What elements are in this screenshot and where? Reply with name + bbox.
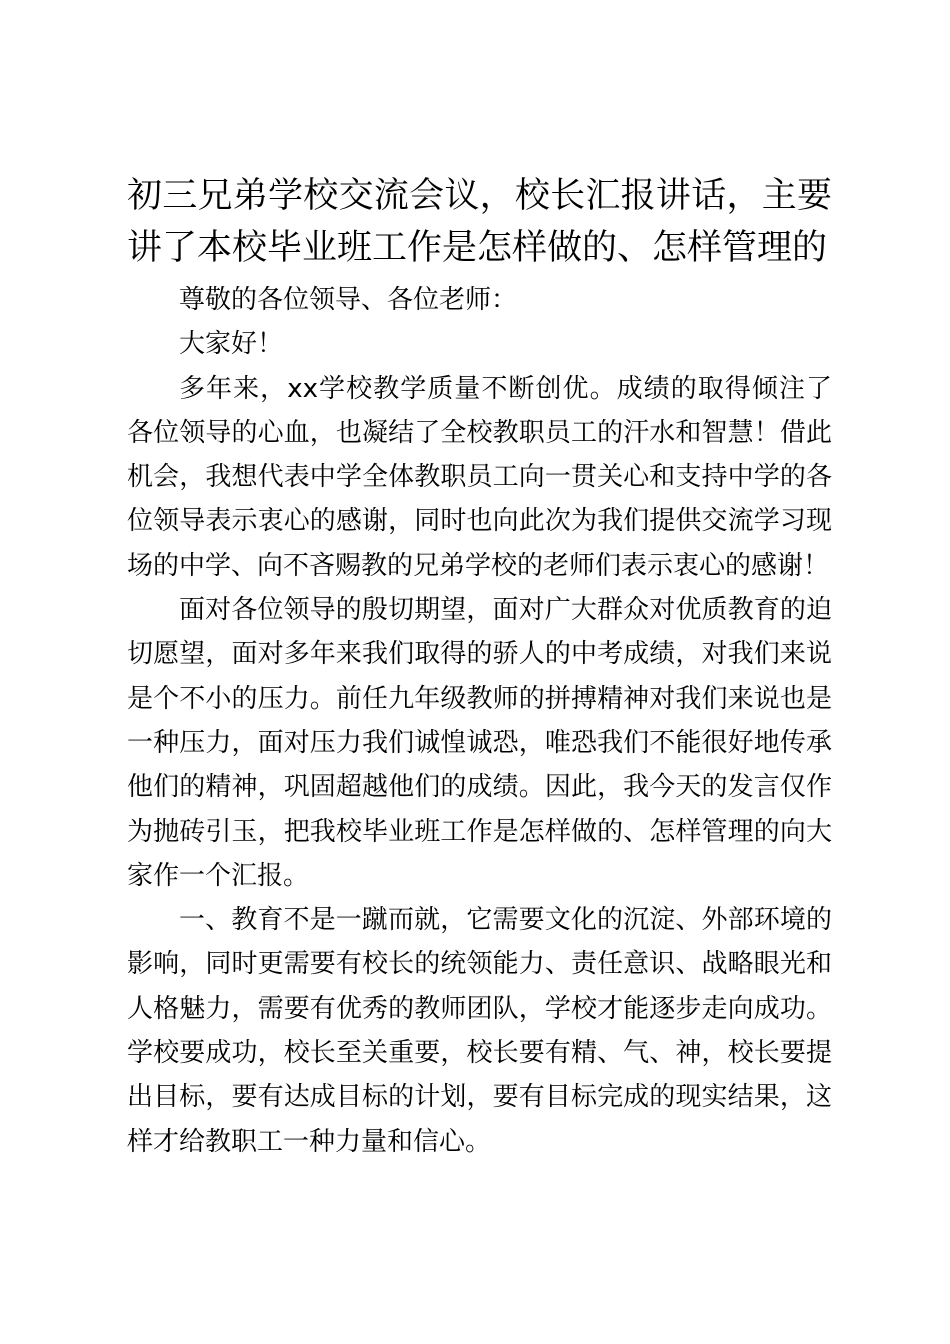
document-body bbox=[127, 170, 832, 1164]
greeting: 大家好！ bbox=[179, 329, 284, 360]
document-title: 初三兄弟学校交流会议，校长汇报讲话，主要讲了本校毕业班工作是怎样做的、怎样管理的 bbox=[127, 176, 832, 268]
salutation: 尊敬的各位领导、各位老师： bbox=[179, 285, 518, 315]
paragraph-3: 一、教育不是一蹴而就，它需要文化的沉淀、外部环境的影响，同时更需要有校长的统领能力、责任意识、战略眼光和人格魅力，需要有优秀的教师团队，学校才能逐步走向成功。学校要成功，校长至关重要，校长要有精、气、神，校长要提出目标，要有达成目标的计划，要有目标完成的现实结果，这样才给教职工一种力量和信心。 bbox=[127, 905, 832, 1157]
paragraph-1: 多年来，xx学校教学质量不断创优。成绩的取得倾注了各位领导的心血，也凝结了全校教职员工的汗水和智慧！借此机会，我想代表中学全体教职员工向一贯关心和支持中学的各位领导表示衷心的感谢，同时也向此次为我们提供交流学习现场的中学、向不吝赐教的兄弟学校的老师们表示衷心的感谢！ bbox=[127, 373, 832, 581]
paragraph-2: 面对各位领导的殷切期望，面对广大群众对优质教育的迫切愿望，面对多年来我们取得的骄人的中考成绩，对我们来说是个不小的压力。前任九年级教师的拼搏精神对我们来说也是一种压力，面对压力我们诚惶诚恐，唯恐我们不能很好地传承他们的精神，巩固超越他们的成绩。因此，我今天的发言仅作为抛砖引玉，把我校毕业班工作是怎样做的、怎样管理的向大家作一个汇报。 bbox=[127, 595, 832, 891]
